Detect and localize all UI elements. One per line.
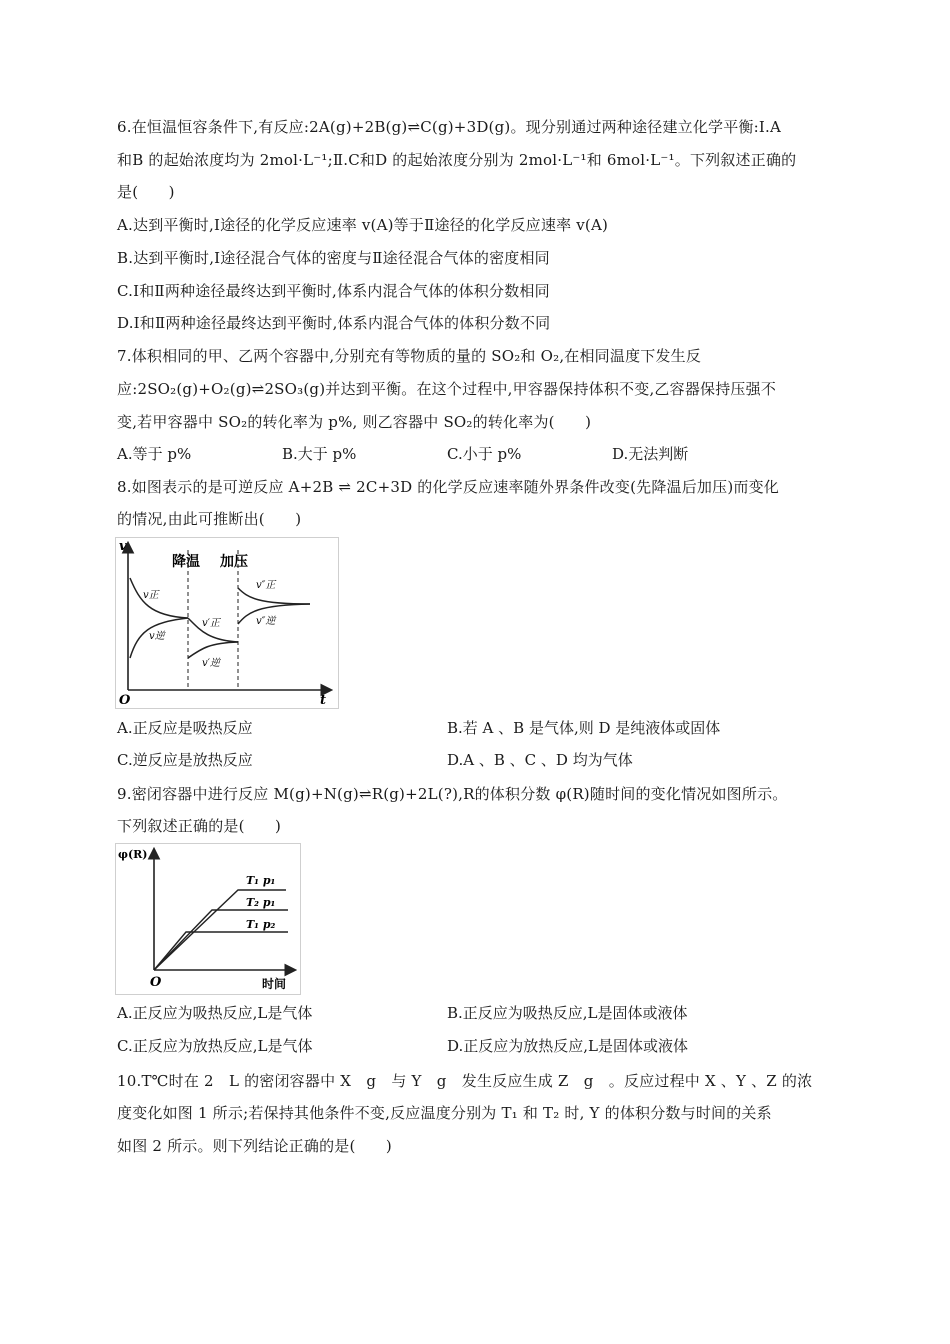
q10-stem-line3: 如图 2 所示。则下列结论正确的是( ) [117, 1137, 392, 1155]
q10-stem-line1: 10.T℃时在 2 L 的密闭容器中 X g 与 Y g 发生反应生成 Z g 。反应过程中 X 、Y 、Z 的浓 [117, 1072, 813, 1090]
q9-label-t1p1: T₁ p₁ [246, 874, 276, 887]
q7-stem-line3: 变,若甲容器中 SO₂的转化率为 p%, 则乙容器中 SO₂的转化率为( ) [117, 413, 592, 431]
q6-option-a: A.达到平衡时,Ⅰ途径的化学反应速率 v(A)等于Ⅱ途径的化学反应速率 v(A) [117, 216, 609, 234]
q8-label-vrev3: v″逆 [256, 616, 276, 627]
q6-option-c: C.Ⅰ和Ⅱ两种途径最终达到平衡时,体系内混合气体的体积分数相同 [117, 282, 550, 300]
q7-option-c: C.小于 p% [447, 445, 522, 463]
q9-option-a: A.正反应为吸热反应,L是气体 [117, 1004, 313, 1022]
q8-stem-line1: 8.如图表示的是可逆反应 A+2B ⇌ 2C+3D 的化学反应速率随外界条件改变(先降温后加压)而变化 [117, 478, 779, 496]
q9-phi-time-figure [115, 843, 301, 995]
q8-label-vfwd: v正 [143, 590, 159, 601]
q8-label-cooling: 降温 [172, 554, 200, 570]
q8-label-vrev: v逆 [149, 631, 165, 642]
q9-option-b: B.正反应为吸热反应,L是固体或液体 [447, 1004, 688, 1022]
q8-origin: O [119, 693, 131, 708]
q7-option-a: A.等于 p% [117, 445, 192, 463]
q8-option-a: A.正反应是吸热反应 [117, 719, 253, 737]
q8-stem-line2: 的情况,由此可推断出( ) [117, 510, 302, 528]
q8-curve-rev-2 [188, 642, 238, 658]
q9-label-t2p1: T₂ p₁ [246, 896, 276, 909]
q8-curve-fwd-1 [130, 578, 188, 618]
q7-option-d: D.无法判断 [612, 445, 689, 463]
q9-label-t1p2: T₁ p₂ [246, 918, 276, 931]
q8-option-b: B.若 A 、B 是气体,则 D 是纯液体或固体 [447, 719, 721, 737]
q8-label-vfwd2: v′正 [202, 618, 220, 629]
q8-ylabel: v [119, 539, 127, 554]
q6-stem-line1: 6.在恒温恒容条件下,有反应:2A(g)+2B(g)⇌C(g)+3D(g)。现分别通过两种途径建立化学平衡:Ⅰ.A [117, 118, 782, 136]
q9-ylabel: φ(R) [118, 848, 148, 861]
q7-option-b: B.大于 p% [282, 445, 357, 463]
q6-option-b: B.达到平衡时,Ⅰ途径混合气体的密度与Ⅱ途径混合气体的密度相同 [117, 249, 550, 267]
q6-option-d: D.Ⅰ和Ⅱ两种途径最终达到平衡时,体系内混合气体的体积分数不同 [117, 314, 551, 332]
q8-option-d: D.A 、B 、C 、D 均为气体 [447, 751, 633, 769]
q6-stem-line2: 和B 的起始浓度均为 2mol·L⁻¹;Ⅱ.C和D 的起始浓度分别为 2mol·L⁻¹和 6mol·L⁻¹。下列叙述正确的 [117, 151, 797, 169]
q8-label-vfwd3: v″正 [256, 580, 276, 591]
q8-label-vrev2: v′逆 [202, 658, 220, 669]
q9-xlabel: 时间 [262, 977, 287, 991]
q9-option-d: D.正反应为放热反应,L是固体或液体 [447, 1037, 688, 1055]
q8-rate-time-figure [115, 537, 339, 709]
q9-origin: O [150, 975, 162, 990]
q7-stem-line1: 7.体积相同的甲、乙两个容器中,分别充有等物质的量的 SO₂和 O₂,在相同温度下发生反 [117, 347, 702, 365]
q9-option-c: C.正反应为放热反应,L是气体 [117, 1037, 313, 1055]
q9-stem-line2: 下列叙述正确的是( ) [117, 817, 282, 835]
q8-xlabel: t [320, 693, 327, 708]
q8-option-c: C.逆反应是放热反应 [117, 751, 253, 769]
q8-label-pressurize: 加压 [220, 554, 248, 570]
q9-phi-time-graph [116, 844, 300, 994]
q6-stem-line3: 是( ) [117, 183, 175, 201]
q8-rate-time-graph [116, 538, 338, 708]
q10-stem-line2: 度变化如图 1 所示;若保持其他条件不变,反应温度分别为 T₁ 和 T₂ 时, Y 的体积分数与时间的关系 [117, 1104, 772, 1122]
q9-stem-line1: 9.密闭容器中进行反应 M(g)+N(g)⇌R(g)+2L(?),R的体积分数 φ(R)随时间的变化情况如图所示。 [117, 785, 788, 803]
q7-stem-line2: 应:2SO₂(g)+O₂(g)⇌2SO₃(g)并达到平衡。在这个过程中,甲容器保持体积不变,乙容器保持压强不 [117, 380, 777, 398]
